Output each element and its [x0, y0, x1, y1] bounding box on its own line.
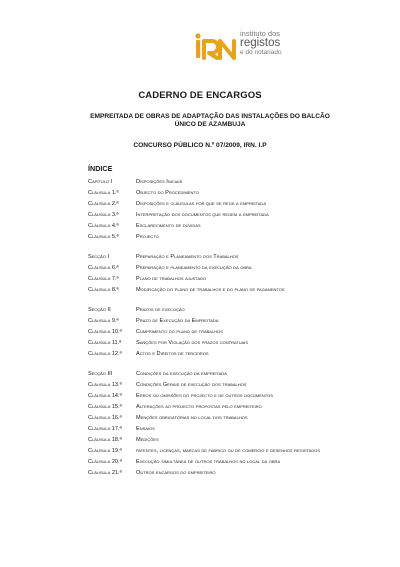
toc-row	[88, 351, 388, 362]
toc-row	[88, 340, 388, 351]
toc-row	[88, 415, 388, 426]
toc-row-title: Medições	[136, 437, 159, 443]
toc-row-title: Prazos de execução	[136, 307, 185, 313]
toc-row-title: Disposições Iniciais	[136, 179, 183, 185]
toc-row-title: Outros encargos do empreiteiro	[136, 470, 216, 476]
toc-row	[88, 393, 388, 404]
toc-row-key: Cláusula 6.ª	[88, 265, 119, 271]
toc-row-title: Erros ou omissões do projecto e de outros documentos	[136, 393, 273, 399]
toc-row-title: Preparação e planeamento da execução da obra	[136, 265, 252, 271]
toc-row-title: Menções obrigatórias no local dos trabalhos	[136, 415, 248, 421]
toc-row	[88, 470, 388, 481]
table-of-contents	[88, 164, 388, 481]
logo-text	[240, 30, 282, 57]
toc-row-title: Condições da execução da empreitada	[136, 371, 227, 377]
toc-row-title: Ensaios	[136, 426, 155, 432]
toc-row	[88, 276, 388, 287]
toc-row-title: patentes, licenças, marcas de fabrico ou de comercio e desenhos registados	[136, 448, 321, 454]
toc-row-key: Cláusula 19.ª	[88, 448, 122, 454]
toc-row	[88, 212, 388, 223]
toc-row-title: Sanções por Violação dos prazos contratuais	[136, 340, 249, 346]
toc-row-key: Cláusula 16.ª	[88, 415, 122, 421]
toc-row	[88, 201, 388, 212]
toc-row	[88, 265, 388, 276]
toc-row-title: Projecto	[136, 234, 159, 240]
toc-row-key: Cláusula 13.ª	[88, 382, 122, 388]
toc-body	[88, 179, 388, 481]
toc-row-key: Secção III	[88, 371, 113, 377]
toc-group-gap	[88, 362, 388, 371]
document-subtitle: EMPREITADA DE OBRAS DE ADAPTAÇÃO DAS INSTALAÇÕES DO BALCÃO ÚNICO DE AZAMBUJA	[90, 113, 330, 128]
toc-row	[88, 254, 388, 265]
toc-row-key: Cláusula 5.ª	[88, 234, 119, 240]
toc-row-key: Cláusula 20.ª	[88, 459, 122, 465]
toc-row	[88, 426, 388, 437]
toc-row-title: Esclarecimento de dúvidas	[136, 223, 201, 229]
toc-row-key: Secção I	[88, 254, 110, 260]
toc-row-title: Execução simultânea de outros trabalhos no local da obra	[136, 459, 281, 465]
logo-line-2: registos	[240, 36, 281, 49]
toc-row-key: Cláusula 15.ª	[88, 404, 122, 410]
toc-row-key: Cláusula 10.ª	[88, 329, 122, 335]
index-heading: ÍNDICE	[88, 164, 113, 173]
toc-row-title: Alterações ao projecto propostas pelo empreiteiro	[136, 404, 262, 410]
toc-row-key: Cláusula 1.ª	[88, 190, 119, 196]
document-title: CADERNO DE ENCARGOS	[138, 90, 262, 101]
toc-row-key: Cláusula 7.ª	[88, 276, 119, 282]
toc-row-key: Cláusula 21.ª	[88, 470, 122, 476]
toc-row-title: Prazo de Execução da Empreitada	[136, 318, 219, 324]
toc-row	[88, 223, 388, 234]
toc-row	[88, 234, 388, 245]
toc-row	[88, 437, 388, 448]
toc-row-title: Plano de trabalhos ajustado	[136, 276, 207, 282]
toc-row	[88, 459, 388, 470]
toc-row-title: Modificação do plano de trabalhos e do plano de pagamentos	[136, 287, 285, 293]
toc-row	[88, 190, 388, 201]
concurso-reference: CONCURSO PÚBLICO N.º 07/2009, IRN. I.P	[133, 142, 267, 149]
toc-row-title: Condições Gerais de execução dos trabalhos	[136, 382, 247, 388]
toc-row-title: Cumprimento do plano de trabalhos	[136, 329, 223, 335]
toc-group-gap	[88, 245, 388, 254]
irn-logo-mark-icon	[193, 28, 241, 64]
toc-row-key: Cláusula 9.ª	[88, 318, 119, 324]
toc-row-key: Secção II	[88, 307, 111, 313]
toc-row	[88, 179, 388, 190]
logo-line-3: e do notariado	[240, 49, 282, 56]
toc-row-key: Cláusula 2.ª	[88, 201, 119, 207]
toc-row-title: Objecto do Procedimento	[136, 190, 199, 196]
toc-group-gap	[88, 298, 388, 307]
toc-row-key: Capítulo I	[88, 179, 113, 185]
toc-row-key: Cláusula 14.ª	[88, 393, 122, 399]
toc-row-title: Preparação e Planeamento dos Trabalhos	[136, 254, 239, 260]
toc-row	[88, 404, 388, 415]
toc-row	[88, 329, 388, 340]
toc-row-key: Cláusula 3.ª	[88, 212, 119, 218]
toc-row-key: Cláusula 17.ª	[88, 426, 122, 432]
toc-row	[88, 371, 388, 382]
toc-row-key: Cláusula 8.ª	[88, 287, 119, 293]
toc-row-key: Cláusula 11.ª	[88, 340, 122, 346]
toc-row-title: Actos e Direitos de terceiros	[136, 351, 209, 357]
toc-row	[88, 318, 388, 329]
toc-row-title: Disposições e cláusulas por que se rege a empreitada	[136, 201, 266, 207]
toc-row-key: Cláusula 4.ª	[88, 223, 119, 229]
toc-row-key: Cláusula 12.ª	[88, 351, 122, 357]
toc-row	[88, 382, 388, 393]
logo-line-1: instituto dos	[240, 29, 281, 38]
toc-row	[88, 287, 388, 298]
irn-logo	[193, 28, 303, 64]
toc-row-key: Cláusula 18.ª	[88, 437, 122, 443]
toc-row	[88, 448, 388, 459]
toc-row	[88, 307, 388, 318]
toc-row-title: Interpretação dos documentos que regem a empreitada	[136, 212, 269, 218]
